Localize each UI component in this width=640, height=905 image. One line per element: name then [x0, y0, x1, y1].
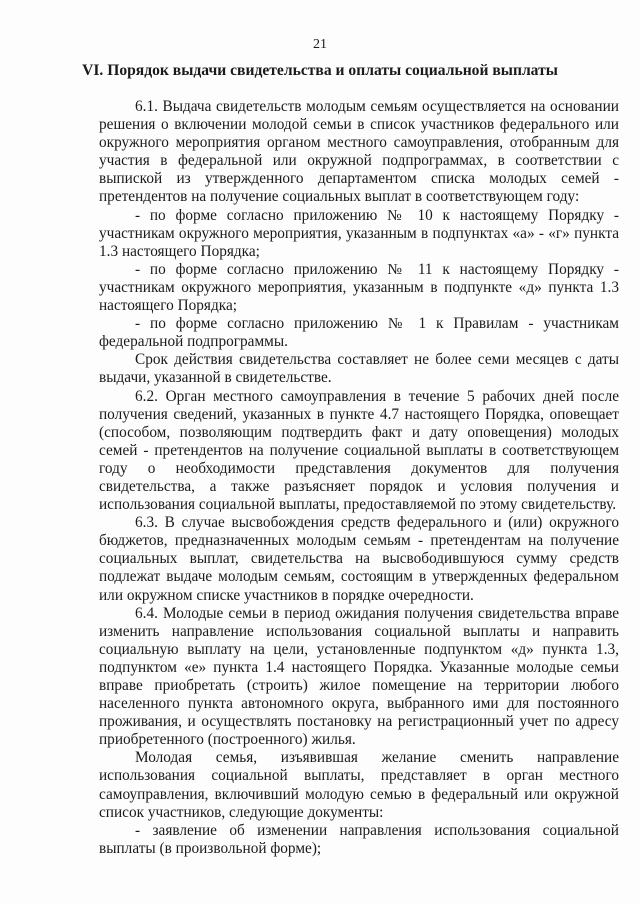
paragraph-6-3: 6.3. В случае высвобождения средств федерального и (или) окружного бюджетов, предназначенных молодым семьям - претендентам на получение социальных выплат, свидетельства на высвободившуюся сумму средств подлежат выдаче молодым семьям, состоящим в утвержденных федеральном или окружном списке участников в порядке очередности. [99, 514, 619, 604]
paragraph-validity-period: Срок действия свидетельства составляет не более семи месяцев с даты выдачи, указанной в свидетельстве. [99, 351, 619, 387]
paragraph-6-1: 6.1. Выдача свидетельств молодым семьям осуществляется на основании решения о включении молодой семьи в список участников федерального или окружного мероприятия органом местного самоуправления, отобранным для участия в федеральной или окружной подпрограммах, в соответствии с выпиской из утвержденного департаментом списка молодых семей - претендентов на получение социальных выплат в соответствующем году: [99, 98, 619, 206]
section-title: VI. Порядок выдачи свидетельства и оплаты социальной выплаты [82, 62, 558, 79]
list-item-form-1: - по форме согласно приложению № 1 к Правилам - участникам федеральной подпрограммы. [99, 315, 619, 351]
document-body [99, 98, 619, 858]
page-number: 21 [313, 37, 327, 52]
paragraph-change-direction: Молодая семья, изъявившая желание сменить направление использования социальной выплаты, представляет в орган местного самоуправления, включивший молодую семью в федеральный или окружной список участников, следующие документы: [99, 749, 619, 821]
paragraph-6-2: 6.2. Орган местного самоуправления в течение 5 рабочих дней после получения сведений, указанных в пункте 4.7 настоящего Порядка, оповещает (способом, позволяющим подтвердить факт и дату оповещения) молодых семей - претендентов на получение социальной выплаты в соответствующем году о необходимости представления документов для получения свидетельства, а также разъясняет порядок и условия получения и использования социальной выплаты, предоставляемой по этому свидетельству. [99, 387, 619, 514]
paragraph-6-4: 6.4. Молодые семьи в период ожидания получения свидетельства вправе изменить направление использования социальной выплаты и направить социальную выплату на цели, установленные подпунктом «д» пункта 1.3, подпунктом «е» пункта 1.4 настоящего Порядка. Указанные молодые семьи вправе приобретать (строить) жилое помещение на территории любого населенного пункта автономного округа, выбранного ими для постоянного проживания, и осуществлять постановку на регистрационный учет по адресу приобретенного (построенного) жилья. [99, 604, 619, 749]
list-item-form-11: - по форме согласно приложению № 11 к настоящему Порядку - участникам окружного мероприятия, указанным в подпункте «д» пункта 1.3 настоящего Порядка; [99, 260, 619, 315]
list-item-application: - заявление об изменении направления использования социальной выплаты (в произвольной форме); [99, 821, 619, 857]
list-item-form-10: - по форме согласно приложению № 10 к настоящему Порядку - участникам окружного мероприятия, указанным в подпунктах «а» - «г» пункта 1.3 настоящего Порядка; [99, 206, 619, 260]
